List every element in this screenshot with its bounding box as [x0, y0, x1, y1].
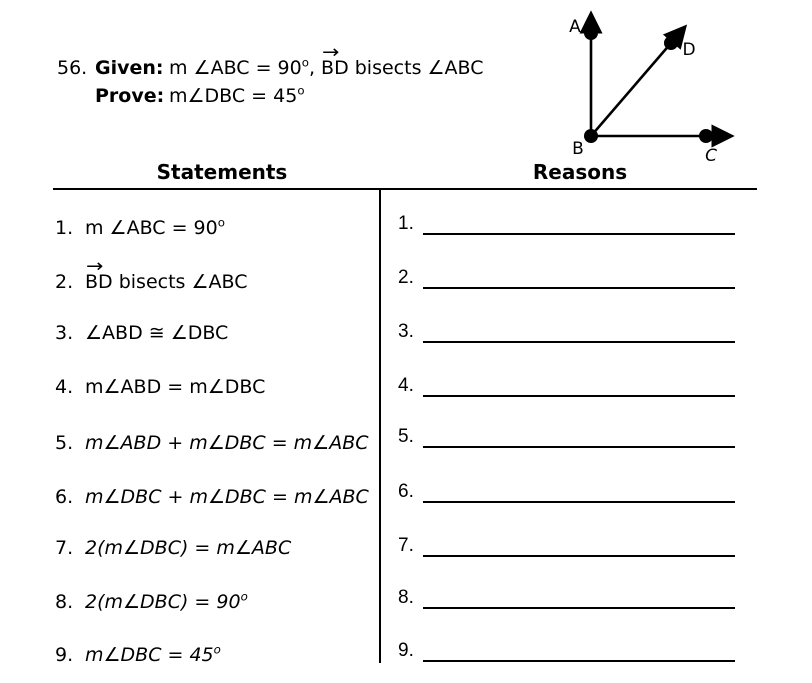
reason-number: 6. [398, 481, 414, 502]
statement-text: 2(m∠DBC) = m∠ABC [85, 537, 292, 559]
reason-blank-line [423, 586, 735, 609]
reason-blank-line [423, 320, 735, 343]
statement-number: 4. [55, 376, 74, 398]
header-rule [53, 188, 757, 190]
reason-blank-line [423, 266, 735, 289]
statement-row-9 [55, 643, 221, 667]
column-divider [379, 190, 381, 663]
prove-line [95, 82, 484, 110]
point-d-dot [664, 36, 678, 50]
statement-number: 5. [55, 432, 74, 454]
statement-text: 2(m∠DBC) = $90^o$ [85, 589, 248, 613]
reason-row-2 [398, 266, 735, 289]
point-a-label: A [569, 17, 581, 37]
point-c-label: C [705, 146, 717, 166]
statement-text: m∠DBC = $45^o$ [85, 642, 221, 666]
statement-row-4 [55, 375, 265, 399]
reason-blank-line [423, 480, 735, 503]
reason-number: 2. [398, 267, 414, 288]
reason-row-1 [398, 212, 735, 235]
point-a-dot [584, 26, 598, 40]
statement-row-6 [55, 485, 369, 509]
statement-number: 6. [55, 486, 74, 508]
statement-row-1 [55, 216, 225, 240]
reason-number: 8. [398, 587, 414, 608]
given-line [57, 54, 484, 82]
reason-row-8 [398, 586, 735, 609]
statement-number: 2. [55, 271, 74, 293]
problem-number: 56. [57, 57, 88, 79]
reason-blank-line [423, 374, 735, 397]
statement-row-7 [55, 536, 291, 560]
angle-diagram [552, 2, 752, 167]
reason-blank-line [423, 639, 735, 662]
reason-blank-line [423, 534, 735, 557]
statements-header: Statements [156, 160, 288, 184]
point-b-dot [584, 129, 598, 143]
reason-number: 1. [398, 213, 414, 234]
reason-number: 5. [398, 426, 414, 447]
reason-number: 3. [398, 321, 414, 342]
point-c-dot [699, 129, 713, 143]
statement-row-2 [55, 270, 247, 294]
statement-text: → BD bisects ∠ABC [85, 270, 247, 294]
reason-blank-line [423, 425, 735, 448]
statement-row-3 [55, 321, 228, 345]
point-b-label: B [572, 139, 584, 159]
statement-number: 3. [55, 322, 74, 344]
statement-number: 1. [55, 217, 74, 239]
statement-row-5 [55, 431, 369, 455]
reason-blank-line [423, 212, 735, 235]
point-d-label: D [682, 40, 696, 60]
prove-text: m∠DBC = $45^o$ [169, 83, 305, 107]
statement-text: ∠ABD ≅ ∠DBC [85, 322, 229, 344]
prove-label: Prove: [95, 85, 165, 107]
statement-text: m ∠ABC = $90^o$ [85, 215, 225, 239]
reason-row-9 [398, 639, 735, 662]
reason-number: 7. [398, 535, 414, 556]
reason-row-6 [398, 480, 735, 503]
problem-statement [57, 54, 484, 110]
given-label: Given: [95, 57, 164, 79]
reason-number: 9. [398, 640, 414, 661]
statement-number: 7. [55, 537, 74, 559]
statement-text: m∠DBC + m∠DBC = m∠ABC [85, 486, 369, 508]
reason-number: 4. [398, 375, 414, 396]
statement-text: m∠ABD = m∠DBC [85, 376, 266, 398]
reasons-header: Reasons [532, 160, 628, 184]
given-text: m ∠ABC = $90^o$, → BD bisects ∠ABC [169, 57, 484, 79]
statement-row-8 [55, 590, 248, 614]
reason-row-5 [398, 425, 735, 448]
statement-number: 9. [55, 644, 74, 666]
reason-row-7 [398, 534, 735, 557]
statement-number: 8. [55, 591, 74, 613]
reason-row-4 [398, 374, 735, 397]
reason-row-3 [398, 320, 735, 343]
statement-text: m∠ABD + m∠DBC = m∠ABC [85, 432, 369, 454]
